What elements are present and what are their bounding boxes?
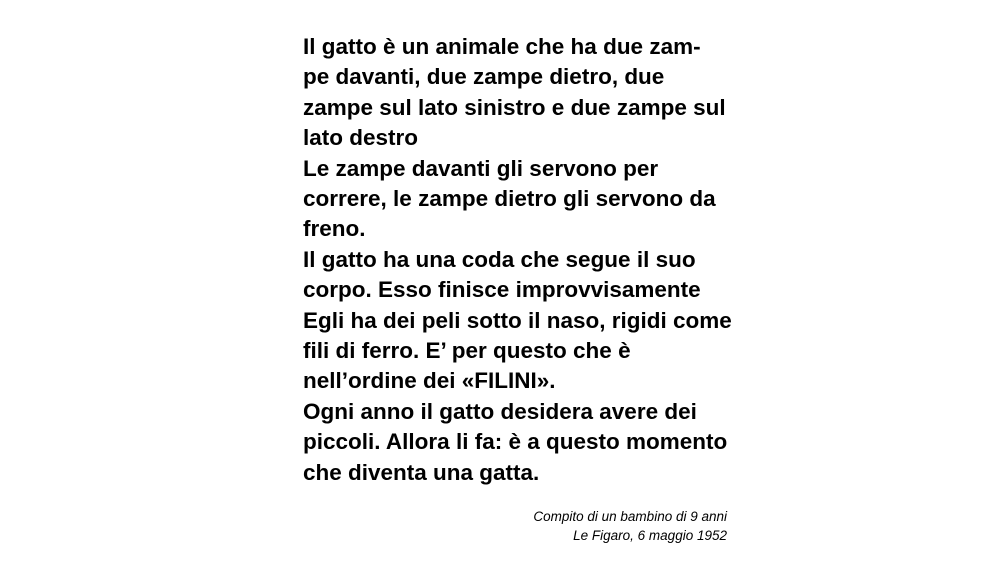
text-line: Egli ha dei peli sotto il naso, rigidi come <box>303 307 732 333</box>
text-line: Le zampe davanti gli servono per <box>303 155 659 181</box>
essay-text <box>303 32 743 488</box>
text-line: che diventa una gatta. <box>303 459 540 485</box>
text-line: pe davanti, due zampe dietro, due <box>303 64 665 90</box>
source-caption <box>533 507 727 545</box>
text-line: Ogni anno il gatto desidera avere dei <box>303 398 697 424</box>
text-line: corpo. Esso finisce improvvisamente <box>303 277 701 303</box>
text-line: lato destro <box>303 125 419 151</box>
text-line: Il gatto ha una coda che segue il suo <box>303 246 696 272</box>
caption-author: Compito di un bambino di 9 anni <box>533 509 727 524</box>
caption-source: Le Figaro, 6 maggio 1952 <box>573 528 727 543</box>
text-line: fili di ferro. E’ per questo che è <box>303 338 631 364</box>
text-line: correre, le zampe dietro gli servono da <box>303 186 716 212</box>
text-line: nell’ordine dei «FILINI». <box>303 368 556 394</box>
text-line: zampe sul lato sinistro e due zampe sul <box>303 94 726 120</box>
text-line: piccoli. Allora li fa: è a questo momento <box>303 429 728 455</box>
text-line: freno. <box>303 216 366 242</box>
text-line: Il gatto è un animale che ha due zam- <box>303 34 701 59</box>
